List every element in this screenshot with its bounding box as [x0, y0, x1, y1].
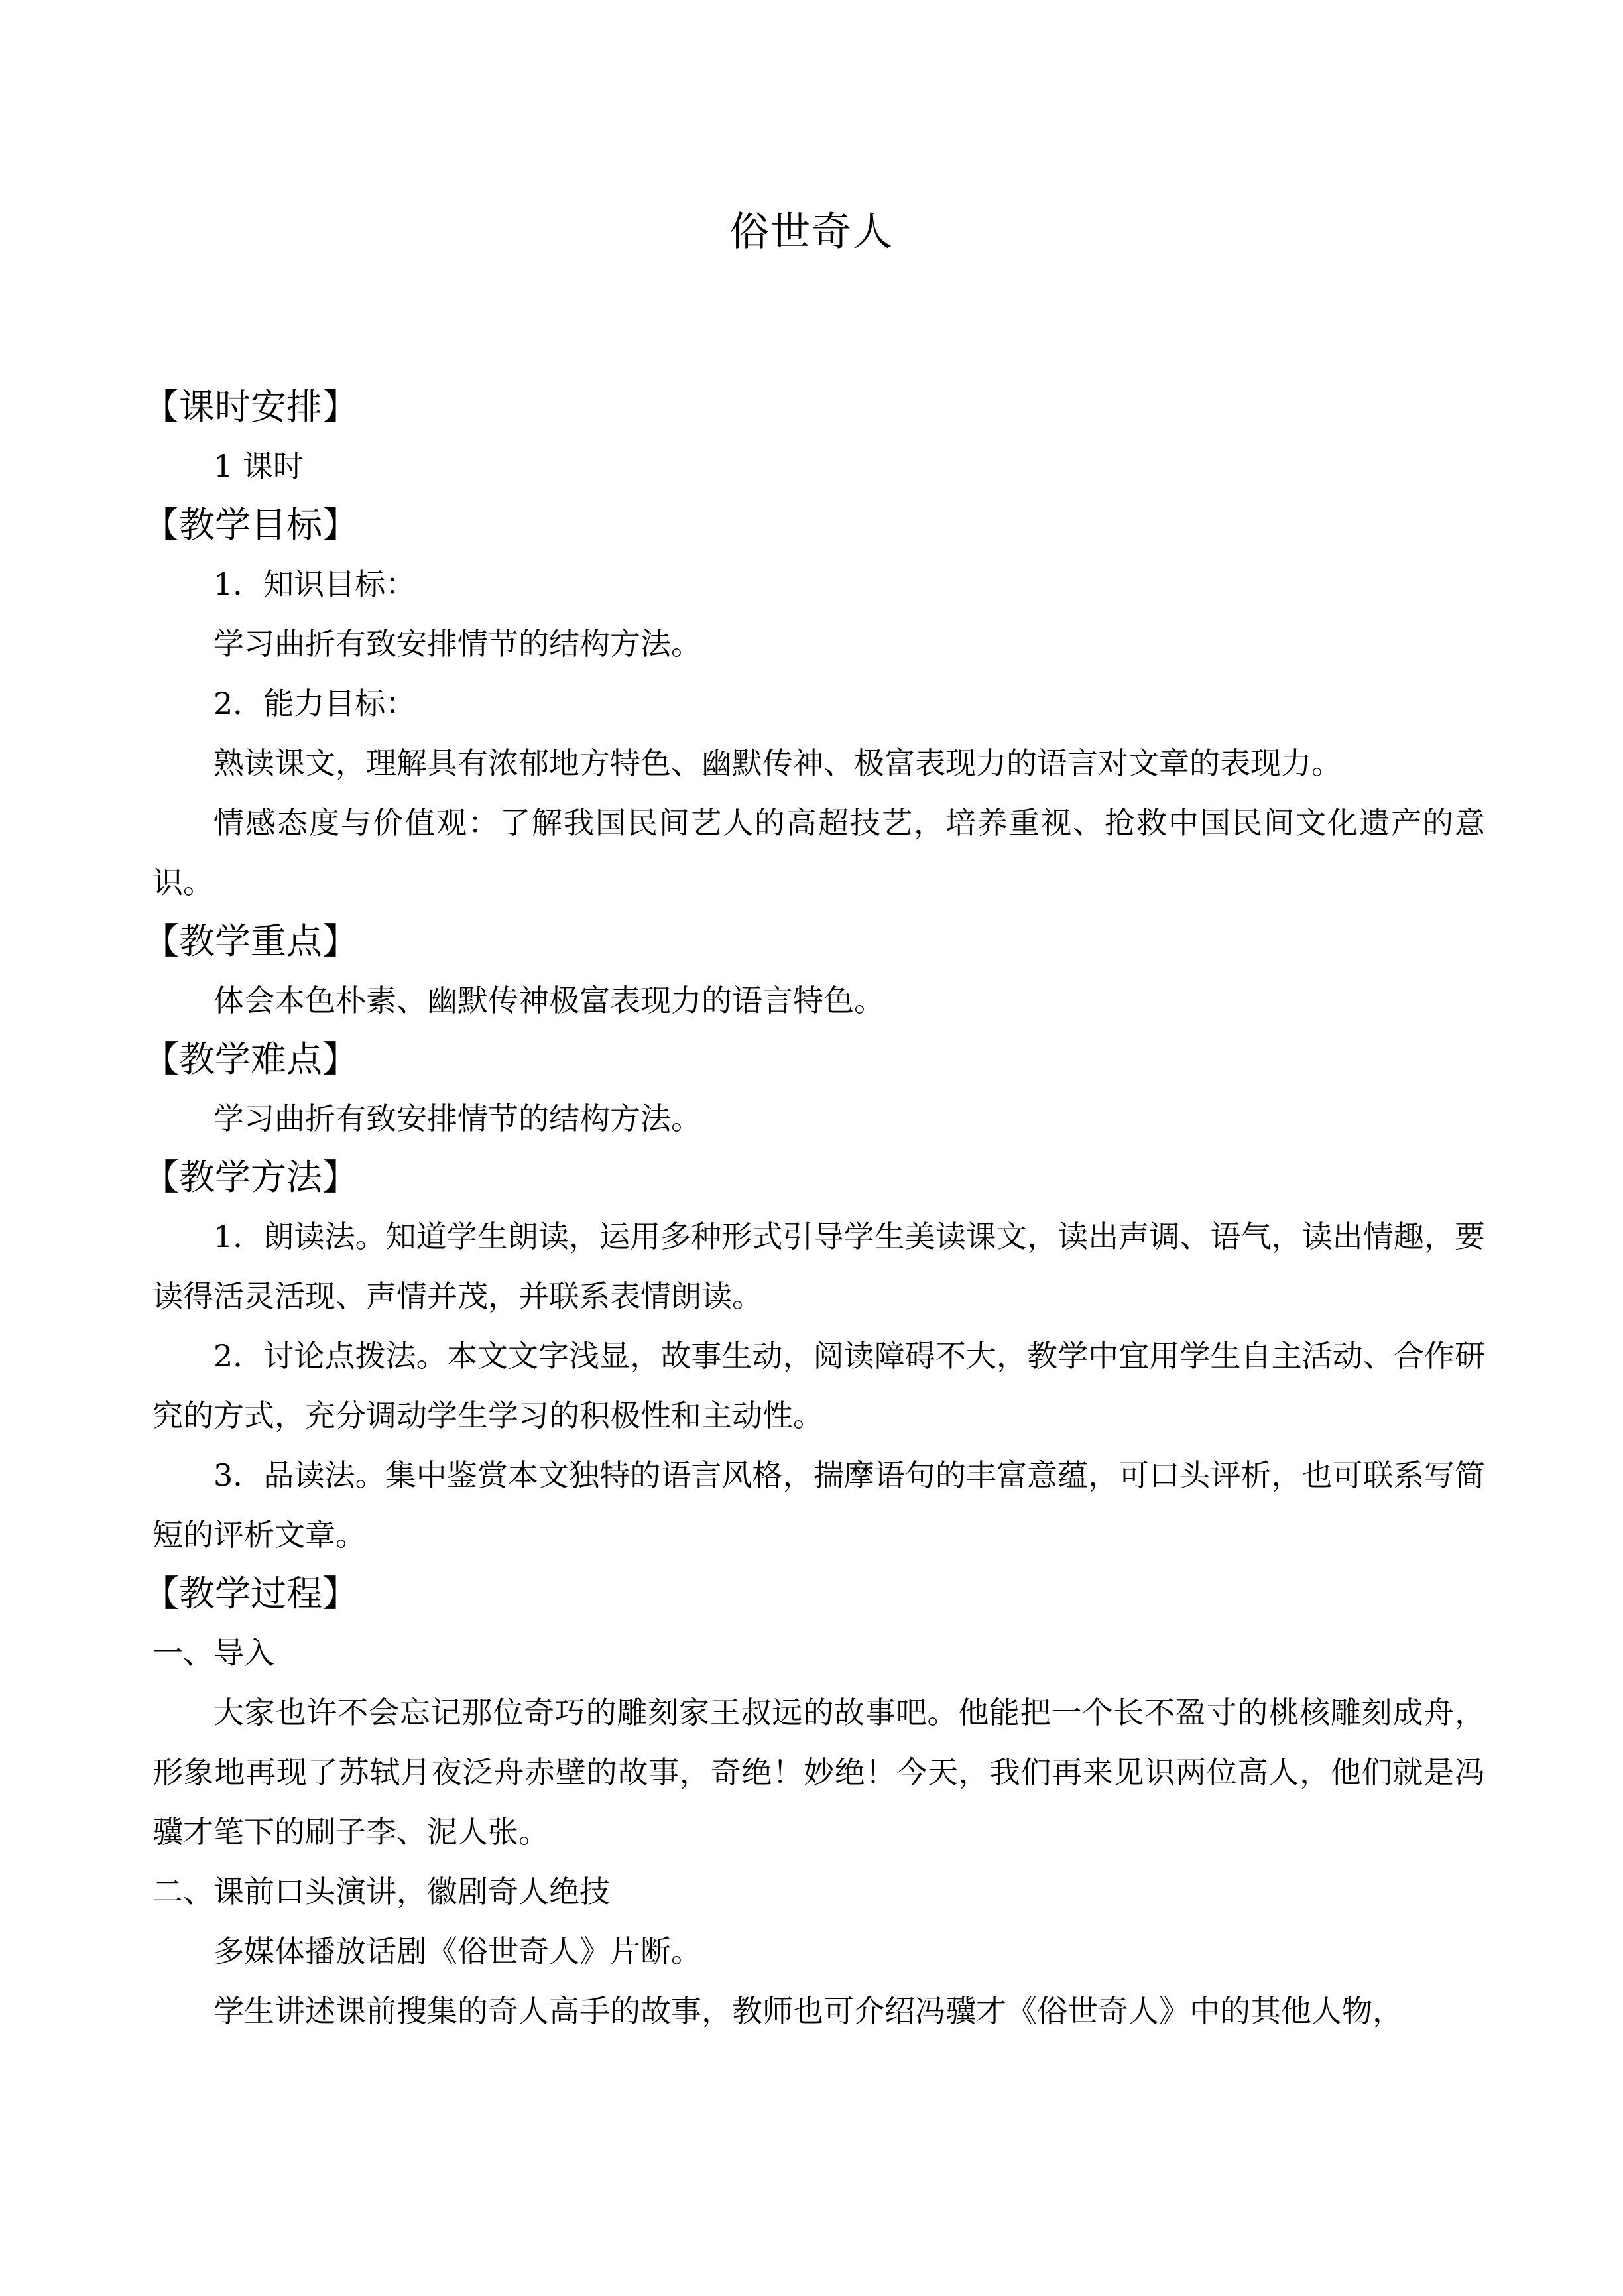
para-method-3: 3．品读法。集中鉴赏本文独特的语言风格，揣摩语句的丰富意蕴，可口头评析，也可联系写简短的评析文章。: [152, 1457, 1485, 1553]
para-objective-emotion: 情感态度与价值观：了解我国民间艺人的高超技艺，培养重视、抢救中国民间文化遗产的意识。: [152, 805, 1485, 900]
heading-process: 【教学过程】: [143, 1573, 358, 1614]
heading-schedule: 【课时安排】: [143, 386, 358, 428]
document-body: [143, 378, 1485, 2041]
para-objective-ability-label: 2．能力目标：: [213, 686, 416, 721]
para-objective-knowledge-label: 1．知识目标：: [213, 566, 416, 602]
heading-objectives: 【教学目标】: [143, 504, 358, 546]
heading-key-points: 【教学重点】: [143, 920, 358, 962]
heading-methods: 【教学方法】: [143, 1156, 358, 1198]
para-stories: 学生讲述课前搜集的奇人高手的故事，教师也可介绍冯骥才《俗世奇人》中的其他人物，: [213, 1993, 1403, 2029]
document-title: 俗世奇人: [729, 209, 894, 255]
para-key-points: 体会本色朴素、幽默传神极富表现力的语言特色。: [213, 983, 884, 1018]
section-intro: 一、导入: [152, 1635, 274, 1671]
para-method-1: 1．朗读法。知道学生朗读，运用多种形式引导学生美读课文，读出声调、语气，读出情趣，要读得活灵活现、声情并茂，并联系表情朗读。: [152, 1219, 1485, 1314]
para-method-2: 2．讨论点拨法。本文文字浅显，故事生动，阅读障碍不大，教学中宜用学生自主活动、合作研究的方式，充分调动学生学习的积极性和主动性。: [152, 1338, 1485, 1433]
section-speech: 二、课前口头演讲，徽剧奇人绝技: [152, 1874, 610, 1909]
para-intro: 大家也许不会忘记那位奇巧的雕刻家王叔远的故事吧。他能把一个长不盈寸的桃核雕刻成舟，形象地再现了苏轼月夜泛舟赤壁的故事，奇绝！妙绝！今天，我们再来见识两位高人，他们就是冯骥才笔下的刷子李、泥人张。: [152, 1695, 1485, 1850]
para-objective-knowledge: 学习曲折有致安排情节的结构方法。: [213, 626, 701, 662]
para-objective-ability: 熟读课文，理解具有浓郁地方特色、幽默传神、极富表现力的语言对文章的表现力。: [213, 745, 1342, 781]
para-schedule: 1 课时: [213, 448, 304, 484]
heading-difficulties: 【教学难点】: [143, 1038, 358, 1080]
para-difficulties: 学习曲折有致安排情节的结构方法。: [213, 1101, 701, 1136]
para-multimedia: 多媒体播放话剧《俗世奇人》片断。: [213, 1933, 701, 1969]
